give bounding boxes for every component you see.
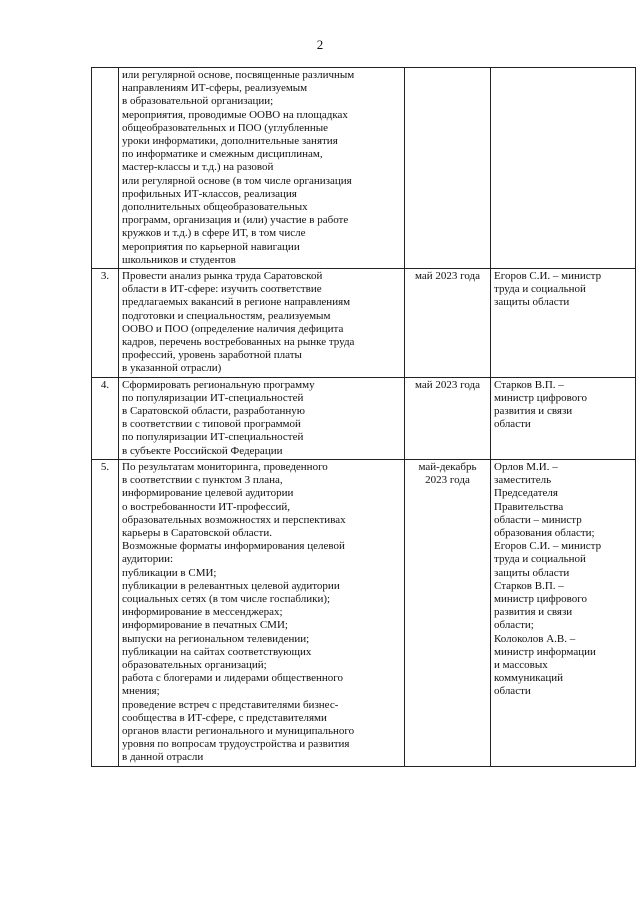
action-text-line: Возможные форматы информирования целевой [122, 540, 345, 553]
responsible-text-line: области; [494, 619, 534, 632]
responsible-text-line: Егоров С.И. – министр [494, 270, 602, 283]
deadline-cell [405, 68, 491, 269]
responsible-text-line: Орлов М.И. – [494, 460, 558, 473]
action-text-line: общеобразовательных и ПОО (углубленные [122, 121, 328, 134]
action-text-line: в соответствии с типовой программой [122, 418, 301, 431]
deadline-text-line: май 2023 года [414, 270, 481, 283]
deadline-cell [405, 377, 491, 459]
table-row [92, 377, 636, 459]
action-text-line: аудитории: [122, 553, 174, 566]
item-number-cell: 3. [92, 269, 119, 378]
action-text-line: профессий, уровень заработной платы [122, 349, 302, 362]
action-text-line: кружков и т.д.) в сфере ИТ, в том числе [122, 227, 306, 240]
responsible-text-line: развития и связи [494, 606, 573, 619]
action-text-line: по популяризации ИТ-специальностей [122, 391, 304, 404]
responsible-text-line: образования области; [494, 526, 595, 539]
action-text-line: подготовки и специальностям, реализуемым [122, 309, 331, 322]
responsible-cell [491, 459, 636, 766]
action-cell [119, 459, 405, 766]
responsible-text-line: Председателя [494, 487, 558, 500]
action-text-line: мастер-классы и т.д.) на разовой [122, 161, 274, 174]
action-text-line: в субъекте Российской Федерации [122, 444, 283, 457]
action-cell [119, 269, 405, 378]
table-row [92, 68, 636, 269]
action-text-line: По результатам мониторинга, проведенного [122, 460, 328, 473]
item-number-cell: 4. [92, 377, 119, 459]
action-text-line: или регулярной основе (в том числе организация [122, 174, 352, 187]
responsible-text-line: коммуникаций [494, 672, 563, 685]
responsible-text-line: защиты области [494, 296, 570, 309]
action-text-line: по информатике и смежным дисциплинам, [122, 148, 323, 161]
action-cell [119, 68, 405, 269]
responsible-text-line: развития и связи [494, 405, 573, 418]
action-text-line: мероприятия, проводимые ООВО на площадках [122, 108, 348, 121]
action-text-line: информирование в печатных СМИ; [122, 619, 288, 632]
action-text-line: уроки информатики, дополнительные занятия [122, 135, 338, 148]
action-text-line: о востребованности ИТ-профессий, [122, 500, 291, 513]
action-text-line: работа с блогерами и лидерами общественного [122, 672, 343, 685]
responsible-text-line: Старков В.П. – [494, 579, 564, 592]
action-text-line: публикации в СМИ; [122, 566, 217, 579]
deadline-cell [405, 269, 491, 378]
action-text-line: профильных ИТ-классов, реализация [122, 187, 297, 200]
action-cell [119, 377, 405, 459]
action-text-line: предлагаемых вакансий в регионе направлениям [122, 296, 351, 309]
action-text-line: образовательных организаций; [122, 658, 267, 671]
action-text-line: ООВО и ПОО (определение наличия дефицита [122, 322, 344, 335]
responsible-cell [491, 68, 636, 269]
action-text-line: уровня по вопросам трудоустройства и развития [122, 738, 350, 751]
responsible-text-line: Старков В.П. – [494, 378, 564, 391]
action-text-line: информирование целевой аудитории [122, 487, 294, 500]
action-text-line: или регулярной основе, посвященные различным [122, 69, 355, 81]
responsible-text-line: защиты области [494, 566, 570, 579]
action-text-line: кадров, перечень востребованных на рынке труда [122, 336, 355, 349]
responsible-text-line: Егоров С.И. – министр [494, 540, 602, 553]
responsible-text-line: области [494, 418, 531, 431]
action-text-line: социальных сетях (в том числе госпаблики); [122, 592, 331, 605]
action-text-line: дополнительных общеобразовательных [122, 201, 308, 214]
item-number-cell: 5. [92, 459, 119, 766]
action-text-line: направлениям ИТ-сферы, реализуемым [122, 82, 308, 95]
responsible-text-line: министр цифрового [494, 391, 587, 404]
action-text-line: сообщества в ИТ-сфере, с представителями [122, 711, 327, 724]
responsible-text-line: труда и социальной [494, 283, 586, 296]
deadline-text-line: май-декабрь [418, 460, 477, 473]
deadline-text-line: май 2023 года [414, 378, 481, 391]
action-text-line: программ, организация и (или) участие в работе [122, 214, 349, 227]
responsible-cell [491, 377, 636, 459]
action-plan-table [91, 67, 636, 767]
responsible-cell [491, 269, 636, 378]
responsible-text-line: области [494, 685, 531, 698]
action-text-line: карьеры в Саратовской области. [122, 526, 272, 539]
action-text-line: органов власти регионального и муниципального [122, 724, 355, 737]
action-text-line: информирование в мессенджерах; [122, 606, 283, 619]
page-number: 2 [316, 37, 324, 52]
responsible-text-line: области – министр [494, 513, 582, 526]
action-text-line: Провести анализ рынка труда Саратовской [122, 270, 323, 283]
responsible-text-line: труда и социальной [494, 553, 586, 566]
action-text-line: мероприятия по карьерной навигации [122, 240, 300, 253]
action-text-line: в соответствии с пунктом 3 плана, [122, 474, 283, 487]
item-number-cell [92, 68, 119, 269]
table-row [92, 269, 636, 378]
action-text-line: выпуски на региональном телевидении; [122, 632, 310, 645]
action-text-line: в данной отрасли [122, 751, 204, 764]
action-text-line: области в ИТ-сфере: изучить соответствие [122, 283, 322, 296]
responsible-text-line: министр цифрового [494, 592, 587, 605]
action-text-line: в Саратовской области, разработанную [122, 405, 306, 418]
action-text-line: мнения; [122, 685, 160, 698]
action-text-line: проведение встреч с представителями бизнес- [122, 698, 339, 711]
responsible-text-line: Колоколов А.В. – [494, 632, 576, 645]
responsible-text-line: заместитель [494, 474, 552, 487]
action-text-line: образовательных возможностях и перспективах [122, 513, 346, 526]
action-text-line: в указанной отрасли) [122, 362, 222, 375]
deadline-cell [405, 459, 491, 766]
responsible-text-line: министр информации [494, 645, 596, 658]
responsible-text-line: Правительства [494, 500, 564, 513]
deadline-text-line: 2023 года [425, 474, 470, 487]
action-text-line: школьников и студентов [122, 253, 236, 266]
table-row [92, 459, 636, 766]
action-text-line: публикации в релевантных целевой аудитории [122, 579, 340, 592]
action-plan-table-body [92, 68, 636, 767]
action-text-line: Сформировать региональную программу [122, 378, 315, 391]
action-text-line: в образовательной организации; [122, 95, 274, 108]
responsible-text-line: и массовых [494, 658, 548, 671]
action-text-line: публикации на сайтах соответствующих [122, 645, 312, 658]
action-text-line: по популяризации ИТ-специальностей [122, 431, 304, 444]
